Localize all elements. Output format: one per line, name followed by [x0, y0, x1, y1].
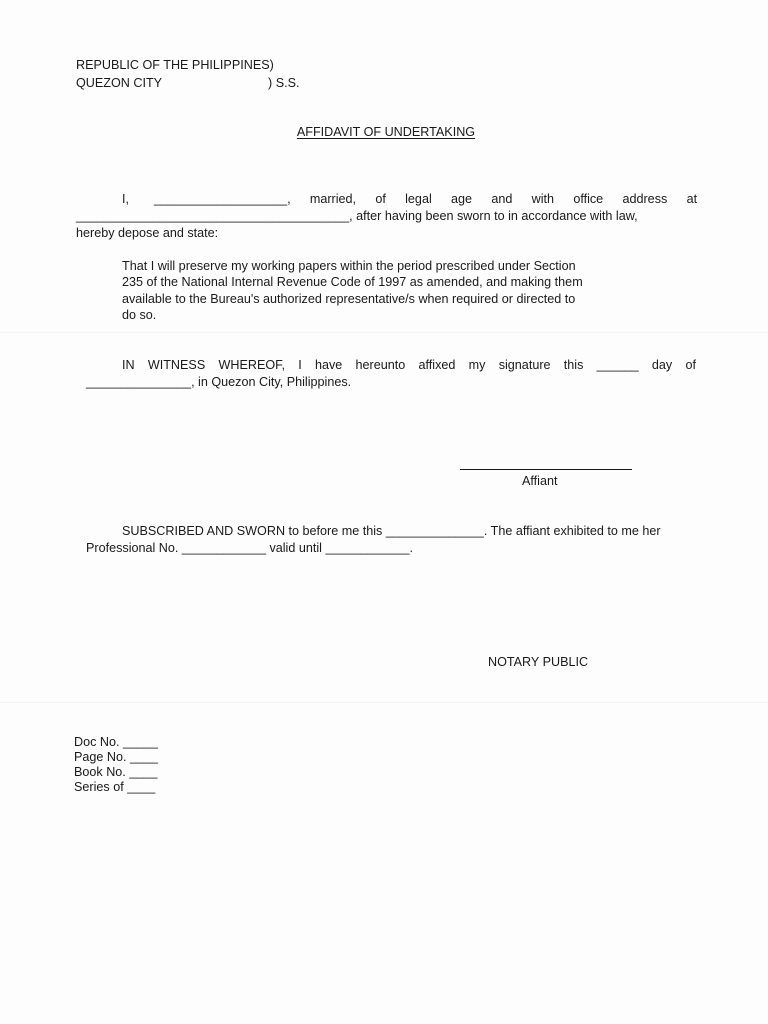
paper-fold-line	[0, 702, 768, 703]
undertaking-line-4: do so.	[122, 308, 157, 322]
witness-line-1: IN WITNESS WHEREOF, I have hereunto affixed my signature this ______ day of	[122, 358, 696, 372]
undertaking-line-1: That I will preserve my working papers within the period prescribed under Section	[122, 259, 576, 273]
undertaking-line-2: 235 of the National Internal Revenue Code of 1997 as amended, and making them	[122, 275, 583, 289]
intro-line-1	[122, 191, 696, 207]
intro-line-3: hereby depose and state:	[76, 226, 219, 240]
witness-line-2-text: , in Quezon City, Philippines.	[191, 375, 352, 389]
venue-city: QUEZON CITY	[76, 76, 163, 90]
venue-country: REPUBLIC OF THE PHILIPPINES)	[76, 58, 274, 72]
paper-fold-line	[0, 332, 768, 333]
registry-doc-no: Doc No. _____	[74, 735, 159, 749]
notarial-registry	[74, 735, 158, 795]
document-title: AFFIDAVIT OF UNDERTAKING	[296, 125, 476, 139]
venue-ss: ) S.S.	[268, 76, 300, 90]
witness-line-2	[86, 374, 351, 390]
affiant-signature-line	[460, 469, 632, 470]
affiant-name-blank: ___________________	[154, 192, 288, 206]
registry-book-no: Book No. ____	[74, 765, 158, 779]
intro-line-2-text: , after having been sworn to in accordance with law,	[349, 209, 638, 223]
office-address-blank: _______________________________________	[76, 209, 350, 223]
registry-series-of: Series of ____	[74, 780, 156, 794]
jurat-line-2: Professional No. ____________ valid until ____________.	[86, 541, 413, 555]
intro-line-1-text: , married, of legal age and with office address at	[287, 192, 698, 206]
notary-public-label: NOTARY PUBLIC	[488, 655, 589, 669]
jurat-line-1: SUBSCRIBED AND SWORN to before me this ______________. The affiant exhibited to me her	[122, 524, 661, 538]
intro-line-2	[76, 208, 638, 224]
undertaking-line-3: available to the Bureau's authorized representative/s when required or directed to	[122, 292, 576, 306]
registry-page-no: Page No. ____	[74, 750, 159, 764]
witness-date-blank: _______________	[86, 375, 192, 389]
intro-pronoun: I,	[122, 192, 129, 206]
affiant-label: Affiant	[522, 474, 558, 488]
